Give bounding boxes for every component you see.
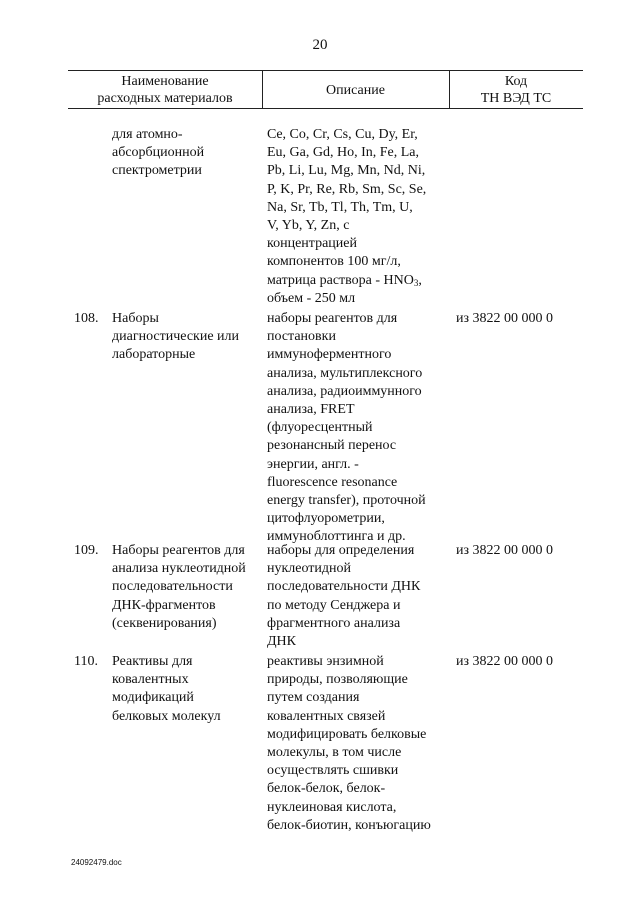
row-name-cell (112, 310, 239, 365)
text-line: реактивы энзимной (267, 654, 384, 669)
text-line: ковалентных связей (267, 708, 386, 724)
text-line: абсорбционной (112, 145, 205, 161)
text-line: модифицировать белковые (267, 726, 427, 742)
text-line: иммуноферментного (267, 347, 392, 363)
text-line: Наборы реагентов для (112, 543, 245, 558)
text-line: Eu, Ga, Gd, Ho, In, Fe, La, (267, 145, 420, 161)
text-line: ковалентных (112, 672, 189, 688)
header-name-line1: Наименование (121, 74, 209, 89)
text-line: (секвенирования) (112, 615, 217, 631)
header-description-column: Описание (326, 83, 385, 98)
text-line: диагностические или (112, 329, 240, 345)
text-line: природы, позволяющие (267, 672, 408, 688)
row-name-cell (112, 653, 221, 726)
text-line: наборы для определения (267, 543, 415, 558)
text-line: концентрацией (267, 236, 357, 252)
text-line: иммуноблоттинга и др. (267, 529, 406, 545)
text-line: Ce, Co, Cr, Cs, Cu, Dy, Er, (267, 127, 418, 142)
header-top-rule (68, 70, 583, 71)
row-number: 110. (74, 654, 98, 669)
text-line: нуклеотидной (267, 561, 352, 577)
text-line: Na, Sr, Tb, Tl, Th, Tm, U, (267, 199, 413, 215)
text-line: Реактивы для (112, 654, 193, 669)
text-line: белок-белок, белок- (267, 781, 386, 797)
text-line: последовательности (112, 579, 233, 595)
text-line: анализа, FRET (267, 402, 355, 418)
row-code-cell: из 3822 00 000 0 (456, 654, 554, 669)
text-line: лабораторные (112, 347, 196, 363)
text-line: фрагментного анализа (267, 615, 401, 631)
header-bottom-rule (68, 108, 583, 109)
formula-subscript: 3 (413, 277, 419, 288)
text-line: ДНК (267, 634, 296, 650)
formula-text: матрица раствора - HNO (267, 272, 414, 288)
row-description-cell (267, 542, 420, 651)
formula-comma: , (418, 272, 422, 288)
text-line: fluorescence resonance (267, 474, 398, 490)
text-line: анализа нуклеотидной (112, 561, 246, 577)
text-line: последовательности ДНК (267, 579, 421, 595)
continued-name-cell (112, 126, 204, 181)
text-line: компонентов 100 мг/л, (267, 254, 401, 270)
footer-filename: 24092479.doc (71, 858, 122, 867)
text-line: резонансный перенос (267, 438, 397, 454)
text-line: модификаций (112, 690, 194, 706)
header-code-line2: ТН ВЭД ТС (480, 91, 552, 106)
row-description-cell (267, 653, 431, 835)
text-line: осуществлять сшивки (267, 763, 399, 779)
text-line: V, Yb, Y, Zn, с (267, 218, 350, 234)
text-line: Pb, Li, Lu, Mg, Mn, Nd, Ni, (267, 163, 426, 179)
text-line: нуклеиновая кислота, (267, 799, 397, 815)
row-number: 108. (74, 311, 99, 326)
text-line: энергии, англ. - (267, 456, 359, 472)
text-line: Наборы (112, 311, 159, 326)
text-line: белковых молекул (112, 708, 221, 724)
text-line: белок-биотин, конъюгацию (267, 817, 431, 833)
text-line: по методу Сенджера и (267, 597, 401, 613)
text-line: наборы реагентов для (267, 311, 398, 326)
text-line: (флуоресцентный (267, 420, 373, 436)
row-name-cell (112, 542, 246, 633)
row-code-cell: из 3822 00 000 0 (456, 311, 554, 326)
row-code-cell: из 3822 00 000 0 (456, 543, 554, 558)
text-line: цитофлуорометрии, (267, 511, 385, 527)
page-number: 20 (312, 37, 328, 53)
text-line: постановки (267, 329, 336, 345)
text-line: молекулы, в том числе (267, 745, 402, 761)
row-number: 109. (74, 543, 99, 558)
header-name-line2: расходных материалов (97, 91, 233, 106)
text-line: P, K, Pr, Re, Rb, Sm, Sc, Se, (267, 181, 427, 197)
continued-description-cell (267, 126, 426, 308)
header-code-column (449, 73, 583, 107)
text-line-formula (267, 272, 426, 290)
text-line: путем создания (267, 690, 360, 706)
text-line: объем - 250 мл (267, 290, 356, 306)
header-code-line1: Код (504, 74, 528, 89)
text-line: energy transfer), проточной (267, 493, 426, 509)
text-line: спектрометрии (112, 163, 202, 179)
text-line: ДНК-фрагментов (112, 597, 216, 613)
text-line: анализа, радиоиммунного (267, 383, 422, 399)
header-name-column (68, 73, 262, 107)
row-description-cell (267, 310, 426, 547)
text-line: анализа, мультиплексного (267, 365, 423, 381)
text-line: для атомно- (112, 127, 183, 142)
